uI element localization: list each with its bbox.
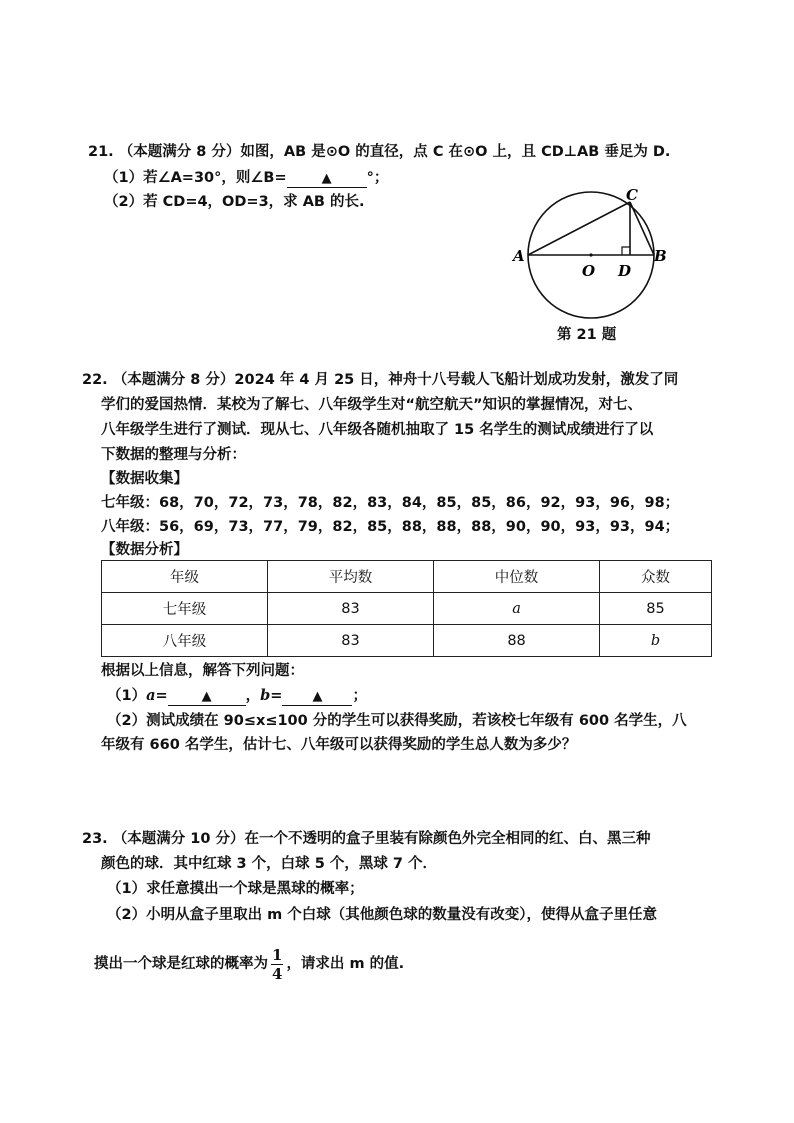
table-cell: 83 xyxy=(268,625,434,657)
q21-part2 xyxy=(104,192,365,212)
answer-triangle-icon: ▲ xyxy=(312,689,323,704)
q22-number: 22. xyxy=(82,372,108,388)
table-cell: 八年级 xyxy=(102,625,268,657)
q21-part2-text: （2）若 CD=4，OD=3，求 AB 的长. xyxy=(104,194,365,210)
table-header: 年级 xyxy=(102,561,268,593)
table-cell: 七年级 xyxy=(102,593,268,625)
q22-a-label: a= xyxy=(146,687,168,704)
q23-part2: （2）小明从盒子里取出 m 个白球（其他颜色球的数量没有改变），使得从盒子里任意 xyxy=(107,907,658,923)
table-header: 中位数 xyxy=(434,561,600,593)
q22-line-1 xyxy=(82,370,678,390)
q22-part1-end: ； xyxy=(352,688,367,704)
q21-stem: （本题满分 8 分）如图，AB 是⊙O 的直径，点 C 在⊙O 上，且 CD⊥AB 垂足为 D. xyxy=(118,144,671,160)
q22-sep: ， xyxy=(245,688,261,704)
table-header: 平均数 xyxy=(268,561,434,593)
q22-part1 xyxy=(107,686,367,706)
fraction-numerator: 1 xyxy=(272,945,283,964)
q21-part1-tail: °； xyxy=(366,170,389,186)
label-a: A xyxy=(513,247,525,265)
chord-ac xyxy=(528,202,630,255)
q22-part2-line1: （2）测试成绩在 90≤x≤100 分的学生可以获得奖励，若该校七年级有 600 名学生，八 xyxy=(107,713,687,729)
probability-fraction xyxy=(271,946,283,983)
analysis-title: 【数据分析】 xyxy=(101,542,188,558)
q21-part1 xyxy=(104,168,388,188)
q22-line-2: 学们的爱国热情．某校为了解七、八年级学生对“航空航天”知识的掌握情况，对七、 xyxy=(101,397,643,413)
q21-part1-text: （1）若∠A=30°，则∠B= xyxy=(104,170,287,186)
label-b: B xyxy=(654,247,667,265)
answer-triangle-icon: ▲ xyxy=(321,171,332,186)
table-cell: 85 xyxy=(600,593,712,625)
q22-line-4: 下数据的整理与分析： xyxy=(101,447,246,463)
label-o: O xyxy=(582,262,596,280)
chord-cb xyxy=(630,202,654,255)
q21-answer-blank xyxy=(287,170,367,188)
table-row xyxy=(102,593,712,625)
stats-table xyxy=(101,560,712,657)
q21-heading xyxy=(88,142,670,162)
table-header-row xyxy=(102,561,712,593)
table-row xyxy=(102,625,712,657)
q23-part1: （1）求任意摸出一个球是黑球的概率； xyxy=(107,881,364,897)
answer-triangle-icon: ▲ xyxy=(201,689,212,704)
q22-part1-label: （1） xyxy=(107,688,147,704)
q23-line-1 xyxy=(82,829,651,849)
q23-part3-tail: ，请求出 m 的值. xyxy=(286,956,405,972)
q22-line-3: 八年级学生进行了测试．现从七、八年级各随机抽取了 15 名学生的测试成绩进行了以 xyxy=(101,422,654,438)
q22-blank-b xyxy=(282,688,352,706)
q21-caption: 第 21 题 xyxy=(557,327,617,343)
q23-line-2: 颜色的球．其中红球 3 个，白球 5 个，黑球 7 个． xyxy=(101,856,438,872)
label-d: D xyxy=(618,262,632,280)
q23-part3 xyxy=(94,944,404,984)
grade7-data: 七年级：68，70，72，73，78，82，83，84，85，85，86，92，93，96，98； xyxy=(101,495,680,511)
q21-circle-figure xyxy=(508,188,678,348)
collect-title: 【数据收集】 xyxy=(101,471,188,487)
right-angle-mark xyxy=(622,247,630,255)
q23-stem-1: （本题满分 10 分）在一个不透明的盒子里装有除颜色外完全相同的红、白、黑三种 xyxy=(112,831,651,847)
grade8-data: 八年级：56，69，73，77，79，82，85，88，88，88，90，90，93，93，94； xyxy=(101,519,680,535)
q23-part3-text: 摸出一个球是红球的概率为 xyxy=(94,956,268,972)
table-cell: b xyxy=(600,625,712,657)
table-cell: a xyxy=(434,593,600,625)
fraction-denominator: 4 xyxy=(272,964,283,983)
table-cell: 88 xyxy=(434,625,600,657)
q22-blank-a xyxy=(168,688,246,706)
table-cell: 83 xyxy=(268,593,434,625)
q21-number: 21. xyxy=(88,144,114,160)
label-c: C xyxy=(626,188,638,204)
center-point xyxy=(589,253,592,256)
q22-stem-1: （本题满分 8 分）2024 年 4 月 25 日，神舟十八号载人飞船计划成功发射，激发了同 xyxy=(112,372,679,388)
q23-number: 23. xyxy=(82,831,108,847)
table-header: 众数 xyxy=(600,561,712,593)
q22-part2-line2: 年级有 660 名学生，估计七、八年级可以获得奖励的学生总人数为多少？ xyxy=(101,737,577,753)
q22-b-label: b= xyxy=(260,687,283,704)
q22-prompt: 根据以上信息，解答下列问题： xyxy=(101,663,304,679)
